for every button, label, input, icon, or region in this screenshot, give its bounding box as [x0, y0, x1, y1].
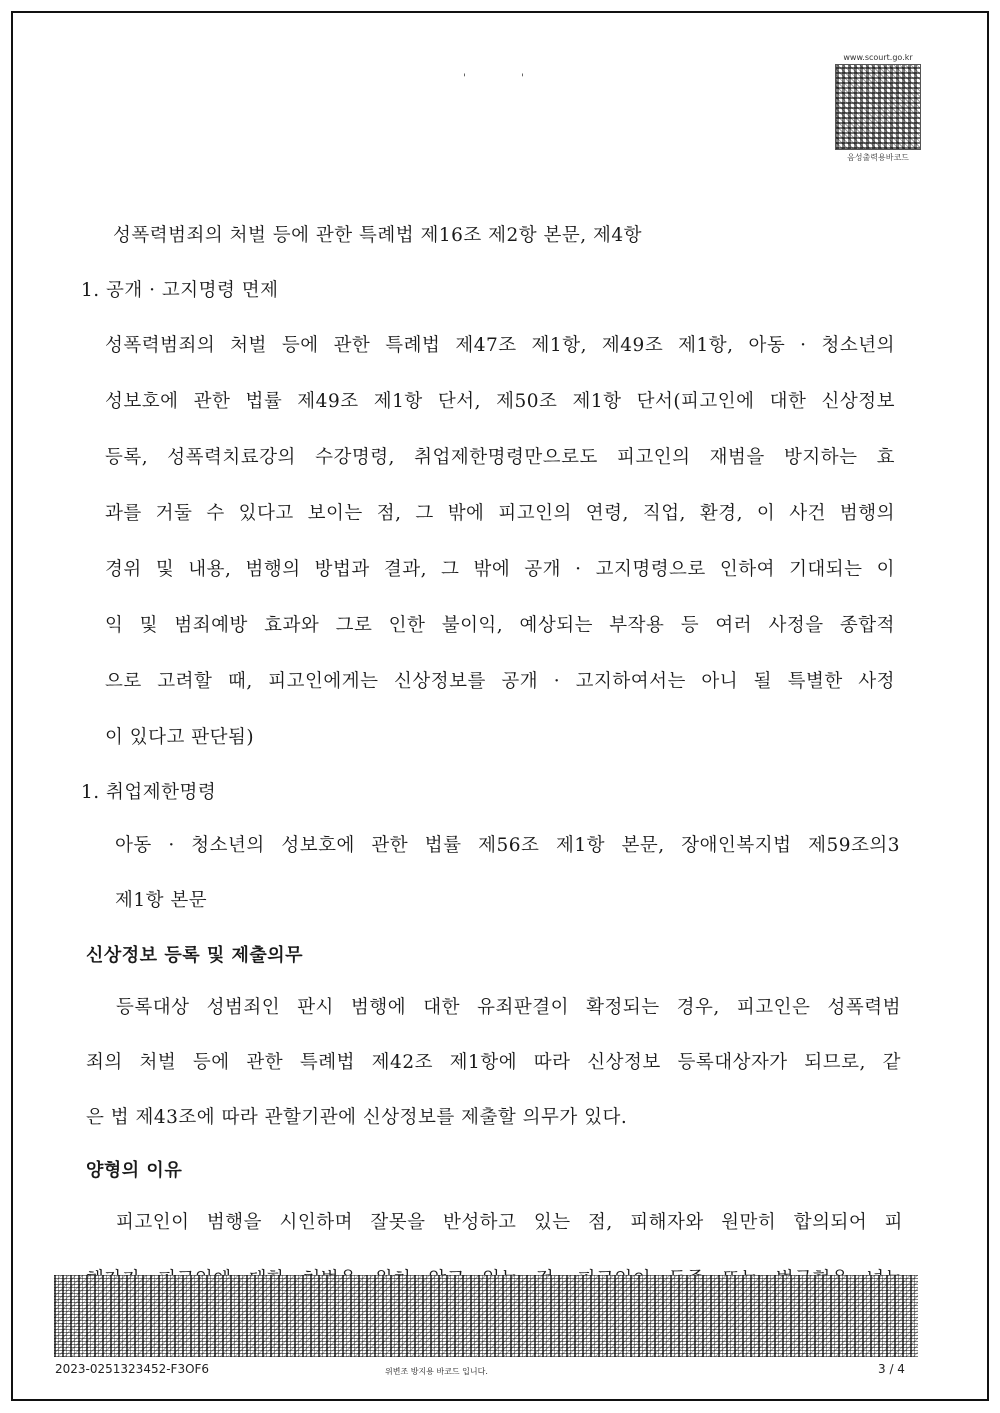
document-page: [11, 11, 989, 1401]
paragraph-line: 등록, 성폭력치료강의 수강명령, 취업제한명령만으로도 피고인의 재범을 방지하는 효: [105, 447, 895, 468]
paragraph-line: 익 및 범죄예방 효과와 그로 인한 불이익, 예상되는 부작용 등 여러 사정을 종합적: [105, 615, 895, 636]
section-item-disclosure-exemption: 1. 공개 · 고지명령 면제: [81, 280, 279, 301]
qr-code-block: [833, 53, 923, 163]
qr-caption: 음성출력용바코드: [847, 153, 909, 162]
anti-forgery-barcode: [54, 1275, 918, 1357]
paragraph-line: 성폭력범죄의 처벌 등에 관한 특례법 제47조 제1항, 제49조 제1항, 아동 · 청소년의: [105, 335, 895, 356]
paragraph-line: 등록대상 성범죄인 판시 범행에 대한 유죄판결이 확정되는 경우, 피고인은 성폭력범: [116, 997, 901, 1018]
paragraph-line: 경위 및 내용, 범행의 방법과 결과, 그 밖에 공개 · 고지명령으로 인하여 기대되는 이: [105, 559, 895, 580]
page-number: 3 / 4: [878, 1362, 905, 1376]
qr-code-icon: [835, 64, 921, 150]
heading-registration-duty: 신상정보 등록 및 제출의무: [86, 945, 304, 966]
paragraph-line: 으로 고려할 때, 피고인에게는 신상정보를 공개 · 고지하여서는 아니 될 특별한 사정: [105, 671, 895, 692]
paragraph-line: 죄의 처벌 등에 관한 특례법 제42조 제1항에 따라 신상정보 등록대상자가 되므로, 같: [86, 1052, 901, 1073]
paragraph-line: 은 법 제43조에 따라 관할기관에 신상정보를 제출할 의무가 있다.: [86, 1107, 628, 1128]
paragraph-line: 성보호에 관한 법률 제49조 제1항 단서, 제50조 제1항 단서(피고인에 대한 신상정보: [105, 391, 895, 412]
document-id: 2023-0251323452-F3OF6: [55, 1362, 210, 1376]
paragraph-line: 이 있다고 판단됨): [105, 727, 255, 748]
scan-mark: ': [521, 73, 524, 84]
scan-mark: ': [463, 73, 466, 84]
paragraph-line: 아동 · 청소년의 성보호에 관한 법률 제56조 제1항 본문, 장애인복지법 제59조의3: [115, 835, 900, 856]
law-reference-line: 성폭력범죄의 처벌 등에 관한 특례법 제16조 제2항 본문, 제4항: [113, 225, 643, 246]
qr-url: www.scourt.go.kr: [843, 53, 913, 62]
paragraph-line: 피고인이 범행을 시인하며 잘못을 반성하고 있는 점, 피해자와 원만히 합의되어 피: [116, 1212, 903, 1233]
section-item-employment-restriction: 1. 취업제한명령: [81, 782, 217, 803]
paragraph-line: 과를 거둘 수 있다고 보이는 점, 그 밖에 피고인의 연령, 직업, 환경, 이 사건 범행의: [105, 503, 895, 524]
paragraph-line: 제1항 본문: [115, 890, 208, 911]
barcode-note: 위변조 방지용 바코드 입니다.: [385, 1367, 488, 1376]
heading-sentencing-reason: 양형의 이유: [86, 1160, 183, 1181]
